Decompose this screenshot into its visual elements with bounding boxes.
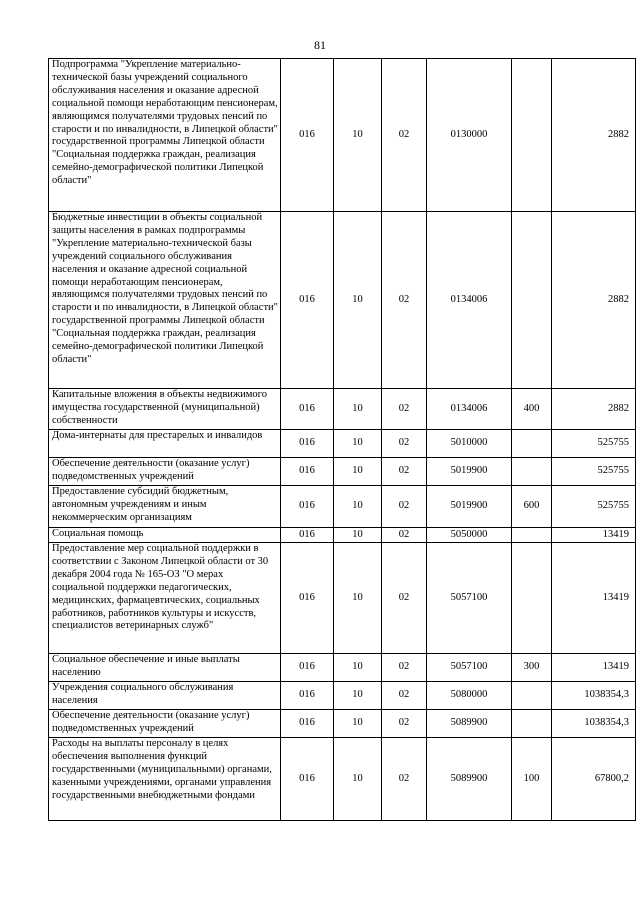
article-code: 5089900	[427, 710, 512, 738]
section-code: 10	[334, 458, 382, 486]
amount: 2882	[552, 212, 636, 389]
row-name: Расходы на выплаты персоналу в целях обеспечения выполнения функций государственными (муниципальными) органами, казенными учреждениями, органами управления государственными внебюджетными фондами	[49, 738, 281, 821]
subsection-code: 02	[382, 212, 427, 389]
table-row	[49, 543, 636, 654]
section-code: 10	[334, 212, 382, 389]
amount: 525755	[552, 458, 636, 486]
section-code: 10	[334, 389, 382, 430]
amount: 2882	[552, 59, 636, 212]
ministry-code: 016	[281, 528, 334, 543]
ministry-code: 016	[281, 212, 334, 389]
amount: 13419	[552, 654, 636, 682]
subsection-code: 02	[382, 654, 427, 682]
row-name: Социальная помощь	[49, 528, 281, 543]
subsection-code: 02	[382, 528, 427, 543]
section-code: 10	[334, 682, 382, 710]
section-code: 10	[334, 528, 382, 543]
subsection-code: 02	[382, 430, 427, 458]
section-code: 10	[334, 430, 382, 458]
ministry-code: 016	[281, 486, 334, 528]
amount: 525755	[552, 430, 636, 458]
article-code: 5010000	[427, 430, 512, 458]
article-code: 0130000	[427, 59, 512, 212]
table-row	[49, 389, 636, 430]
ministry-code: 016	[281, 710, 334, 738]
table-row	[49, 458, 636, 486]
ministry-code: 016	[281, 682, 334, 710]
subsection-code: 02	[382, 543, 427, 654]
table-row	[49, 710, 636, 738]
expense-type	[512, 212, 552, 389]
amount: 525755	[552, 486, 636, 528]
row-name: Предоставление мер социальной поддержки в соответствии с Законом Липецкой области от 30 декабря 2004 года № 165-ОЗ "О мерах социальной поддержки педагогических, медицинских, фармацевтических, социальных работников, работников культуры и искусств, специалистов ветеринарных служб"	[49, 543, 281, 654]
ministry-code: 016	[281, 59, 334, 212]
page-number: 81	[314, 38, 326, 52]
row-name: Учреждения социального обслуживания населения	[49, 682, 281, 710]
article-code: 5057100	[427, 543, 512, 654]
expense-type	[512, 458, 552, 486]
subsection-code: 02	[382, 738, 427, 821]
article-code: 5057100	[427, 654, 512, 682]
table-row	[49, 738, 636, 821]
row-name: Дома-интернаты для престарелых и инвалидов	[49, 430, 281, 458]
article-code: 5019900	[427, 458, 512, 486]
expense-type	[512, 430, 552, 458]
expense-type: 100	[512, 738, 552, 821]
section-code: 10	[334, 543, 382, 654]
article-code: 5019900	[427, 486, 512, 528]
expense-type: 300	[512, 654, 552, 682]
ministry-code: 016	[281, 389, 334, 430]
subsection-code: 02	[382, 389, 427, 430]
row-name: Предоставление субсидий бюджетным, автономным учреждениям и иным некоммерческим организациям	[49, 486, 281, 528]
row-name: Подпрограмма "Укрепление материально-технической базы учреждений социального обслуживания населения и оказание адресной социальной помощи неработающим пенсионерам, являющимся получателями трудовых пенсий по старости и по инвалидности, в Липецкой области" государственной программы Липецкой области "Социальная поддержка граждан, реализация семейно-демографической политики Липецкой области"	[49, 59, 281, 212]
article-code: 0134006	[427, 212, 512, 389]
ministry-code: 016	[281, 458, 334, 486]
table-row	[49, 212, 636, 389]
ministry-code: 016	[281, 543, 334, 654]
expense-type	[512, 682, 552, 710]
table-row	[49, 430, 636, 458]
table-row	[49, 528, 636, 543]
amount: 1038354,3	[552, 710, 636, 738]
section-code: 10	[334, 486, 382, 528]
article-code: 0134006	[427, 389, 512, 430]
subsection-code: 02	[382, 486, 427, 528]
article-code: 5080000	[427, 682, 512, 710]
section-code: 10	[334, 654, 382, 682]
row-name: Капитальные вложения в объекты недвижимого имущества государственной (муниципальной) собственности	[49, 389, 281, 430]
article-code: 5089900	[427, 738, 512, 821]
amount: 13419	[552, 543, 636, 654]
table-row	[49, 59, 636, 212]
ministry-code: 016	[281, 654, 334, 682]
expense-type: 600	[512, 486, 552, 528]
row-name: Бюджетные инвестиции в объекты социальной защиты населения в рамках подпрограммы "Укрепление материально-технической базы учреждений социального обслуживания населения и оказание адресной социальной помощи неработающим пенсионерам, являющимся получателями трудовых пенсий по старости и по инвалидности, в Липецкой области" государственной программы Липецкой области "Социальная поддержка граждан, реализация семейно-демографической политики Липецкой области"	[49, 212, 281, 389]
subsection-code: 02	[382, 59, 427, 212]
table-row	[49, 682, 636, 710]
amount: 67800,2	[552, 738, 636, 821]
row-name: Социальное обеспечение и иные выплаты населению	[49, 654, 281, 682]
ministry-code: 016	[281, 430, 334, 458]
table-row	[49, 486, 636, 528]
section-code: 10	[334, 738, 382, 821]
article-code: 5050000	[427, 528, 512, 543]
ministry-code: 016	[281, 738, 334, 821]
budget-table	[48, 58, 636, 821]
amount: 2882	[552, 389, 636, 430]
subsection-code: 02	[382, 710, 427, 738]
expense-type	[512, 59, 552, 212]
subsection-code: 02	[382, 458, 427, 486]
row-name: Обеспечение деятельности (оказание услуг) подведомственных учреждений	[49, 710, 281, 738]
row-name: Обеспечение деятельности (оказание услуг) подведомственных учреждений	[49, 458, 281, 486]
section-code: 10	[334, 710, 382, 738]
subsection-code: 02	[382, 682, 427, 710]
expense-type: 400	[512, 389, 552, 430]
section-code: 10	[334, 59, 382, 212]
amount: 1038354,3	[552, 682, 636, 710]
expense-type	[512, 543, 552, 654]
table-row	[49, 654, 636, 682]
amount: 13419	[552, 528, 636, 543]
expense-type	[512, 528, 552, 543]
expense-type	[512, 710, 552, 738]
